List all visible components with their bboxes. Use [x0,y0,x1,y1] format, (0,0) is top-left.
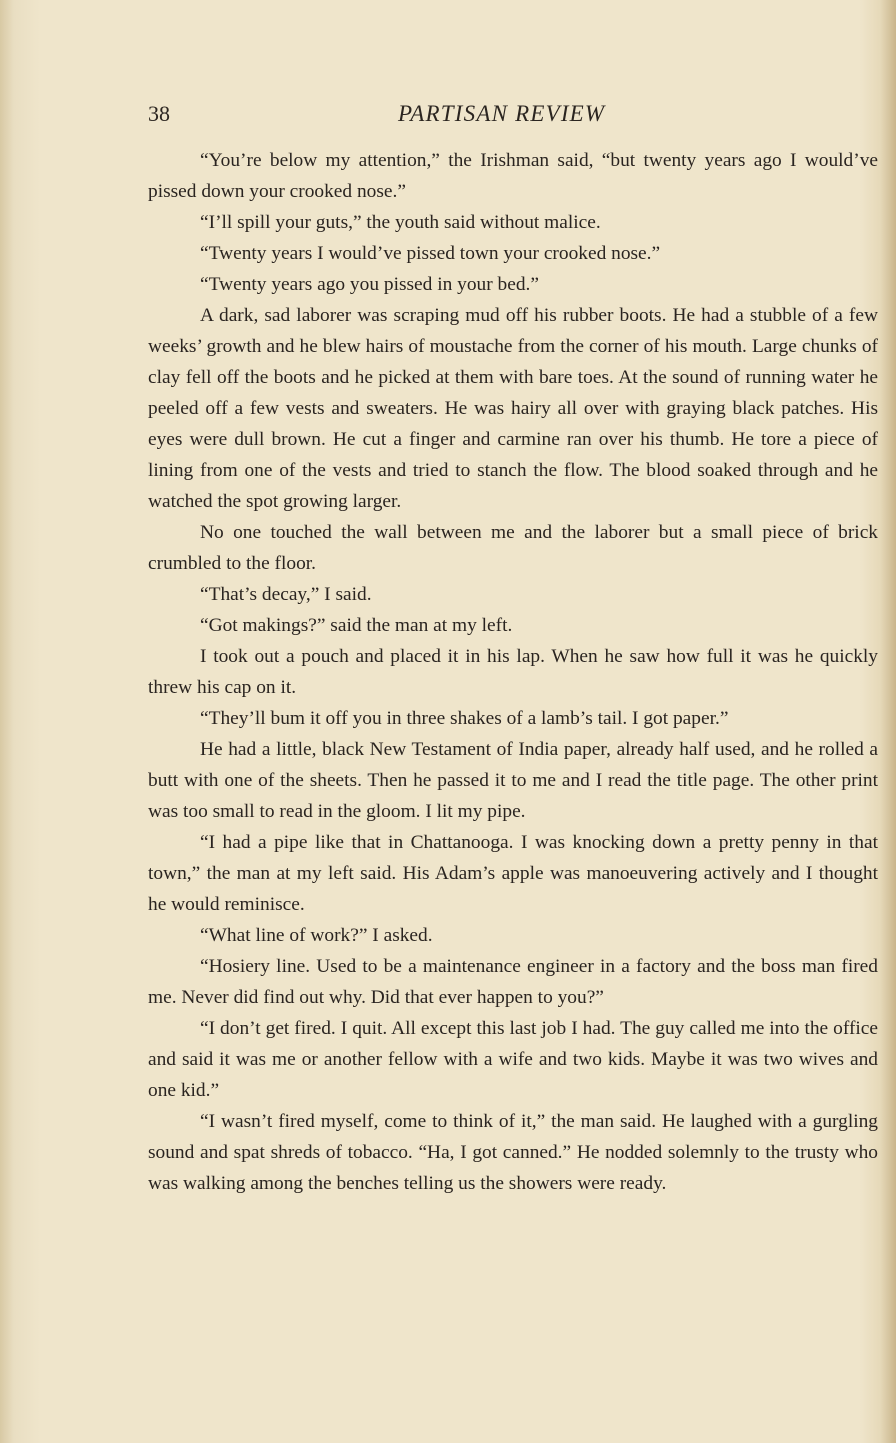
paragraph: “Got makings?” said the man at my left. [200,615,513,636]
paragraph: “I’ll spill your guts,” the youth said without malice. [200,212,601,233]
paragraph: “They’ll bum it off you in three shakes of a lamb’s tail. I got paper.” [200,708,729,729]
paragraph: I took out a pouch and placed it in his lap. When he saw how full it was he quickly threw his cap on it. [148,646,878,698]
paragraph: “Twenty years ago you pissed in your bed.” [200,274,539,295]
paragraph: “Twenty years I would’ve pissed town your crooked nose.” [200,243,661,264]
paragraph: “That’s decay,” I said. [200,584,372,605]
running-title: PARTISAN REVIEW [398,101,606,126]
paragraph: No one touched the wall between me and the laborer but a small piece of brick crumbled to the floor. [148,522,878,574]
body-text [148,145,878,1199]
paragraph: “I wasn’t fired myself, come to think of it,” the man said. He laughed with a gurgling sound and spat shreds of tobacco. “Ha, I got canned.” He nodded solemnly to the trusty who was walking among the benches telling us the showers were ready. [148,1111,878,1194]
paragraph: “Hosiery line. Used to be a maintenance engineer in a factory and the boss man fired me. Never did find out why. Did that ever happen to you?” [148,956,878,1008]
paragraph: “I had a pipe like that in Chattanooga. I was knocking down a pretty penny in that town,” the man at my left said. His Adam’s apple was manoeuvering actively and I thought he would reminisce. [148,832,878,915]
page-header [148,101,878,135]
paragraph: “You’re below my attention,” the Irishman said, “but twenty years ago I would’ve pissed down your crooked nose.” [148,150,878,202]
paragraph: He had a little, black New Testament of India paper, already half used, and he rolled a butt with one of the sheets. Then he passed it to me and I read the title page. The other print was too small to read in the gloom. I lit my pipe. [148,739,878,822]
paragraph: A dark, sad laborer was scraping mud off his rubber boots. He had a stubble of a few weeks’ growth and he blew hairs of moustache from the corner of his mouth. Large chunks of clay fell off the boots and he picked at them with bare toes. At the sound of running water he peeled off a few vests and sweaters. He was hairy all over with graying black patches. His eyes were dull brown. He cut a finger and carmine ran over his thumb. He tore a piece of lining from one of the vests and tried to stanch the flow. The blood soaked through and he watched the spot growing larger. [148,305,878,512]
paragraph: “I don’t get fired. I quit. All except this last job I had. The guy called me into the office and said it was me or another fellow with a wife and two kids. Maybe it was two wives and one kid.” [148,1018,878,1101]
paragraph: “What line of work?” I asked. [200,925,433,946]
page-number: 38 [148,101,170,126]
